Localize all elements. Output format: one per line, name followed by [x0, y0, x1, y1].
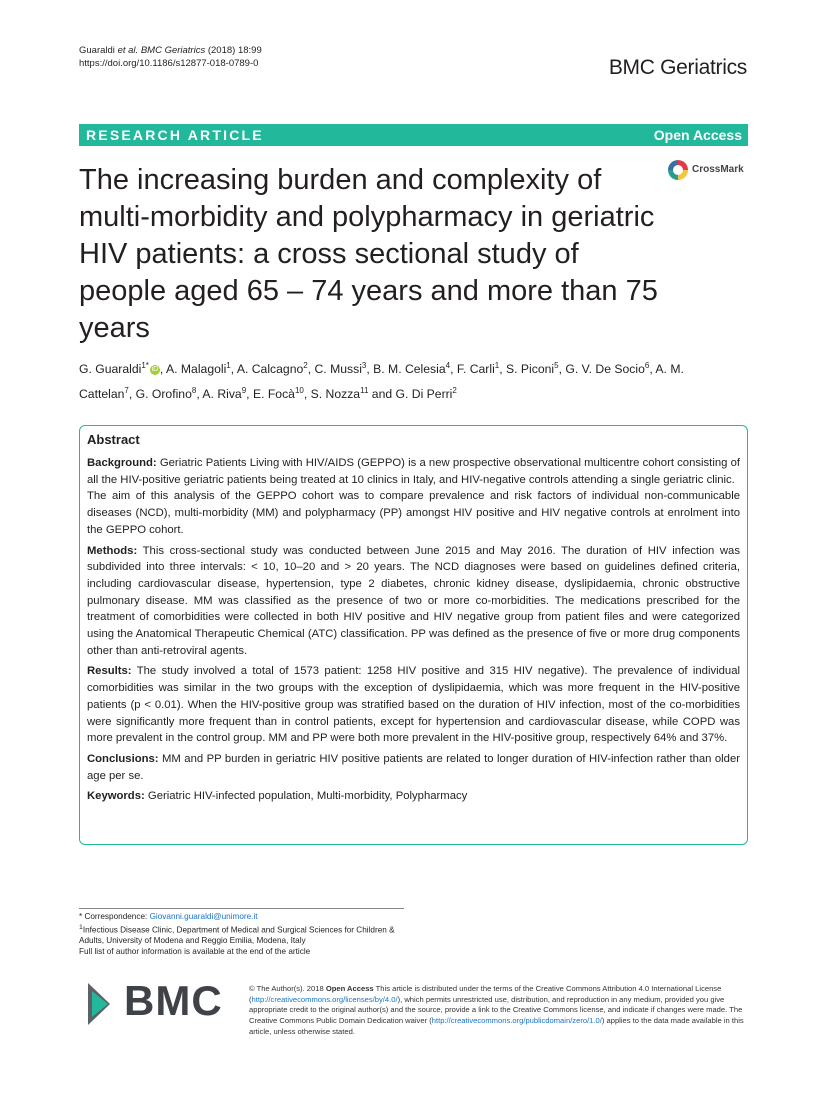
author-affiliation: 6	[644, 361, 650, 370]
bmc-logo-accent-icon	[92, 991, 108, 1017]
methods-text: This cross-sectional study was conducted between June 2015 and May 2016. The duration of HIV infection was subdivided into three intervals: < 10, 10–20 and > 20 years. The NCD diagnoses were based on guidelines defined criteria, including cardiovascular disease, hypertension, type 2 diabetes, chronic kidney disease, dyslipidaemia, chronic obstructive pulmonary disease. MM was classified as the presence of two or more co-morbidities. The medications prescribed for the treatment of comorbidities were collected in both HIV positive and HIV negative group from patient files and were categorized using the Anatomical Therapeutic Chemical (ATC) classification. PP was defined as the presence of five or more drug components other than anti-retroviral agents.	[87, 544, 740, 657]
author-name: S. Piconi	[506, 362, 555, 377]
license-open-access: Open Access	[325, 984, 374, 993]
author-name: A. Riva	[202, 387, 242, 402]
background-text: Geriatric Patients Living with HIV/AIDS (GEPPO) is a new prospective observational multicentre cohort consisting of all the HIV-positive geriatric patients being treated at 10 clinics in Italy, and HIV-negative controls attending a single geriatric clinic.	[87, 457, 740, 486]
bmc-logo-text: BMC	[124, 977, 223, 1024]
license-link-zero[interactable]: http://creativecommons.org/publicdomain/zero/1.0/	[431, 1016, 602, 1026]
crossmark-icon	[668, 160, 688, 180]
author-name: A. M. Cattelan	[79, 362, 684, 402]
author-name: B. M. Celesia	[373, 362, 446, 377]
crossmark-label: CrossMark	[692, 164, 744, 175]
abstract-box	[79, 425, 748, 845]
author-affiliation: 1*	[141, 361, 149, 370]
abstract-results	[87, 663, 740, 747]
correspondence-email-link[interactable]: Giovanni.guaraldi@unimore.it	[149, 912, 258, 921]
author-affiliation: 1	[226, 361, 231, 370]
correspondence-label: * Correspondence:	[79, 912, 148, 921]
abstract-background	[87, 455, 740, 539]
citation-header	[79, 44, 262, 70]
author-name: G. Orofino	[135, 387, 192, 402]
author-list: G. Guaraldi$^{1*}$ iD , A. Malagoli$^1$, A. Calcagno$^2$, C. Mussi$^3$, B. M. Celesia$^4$, F. Carli$^1$, S. Piconi$^5$, G. V. De Socio$^6$, A. M. Cattelan$^7$, G. Orofino$^8$, A. Riva$^9$, E. Focà$^{10}$, S. Nozza$^{11}$ and G. Di Perri$^2$	[79, 361, 684, 402]
article-title: The increasing burden and complexity of multi-morbidity and polypharmacy in geriatric HIV patients: a cross sectional study of people aged 65 – 74 years and more than 75 years	[79, 164, 658, 344]
background-label: Background:	[87, 457, 157, 469]
crossmark-button[interactable]	[668, 160, 752, 180]
author-affiliation: 3	[361, 361, 367, 370]
license-text-1: This article is distributed under the terms of the Creative Commons Attribution 4.0 International License (	[249, 984, 722, 1004]
affiliation	[79, 923, 409, 947]
author-affiliation: 11	[360, 386, 369, 396]
journal-name: BMC Geriatrics	[608, 56, 747, 79]
affiliation-number: 1	[79, 923, 83, 931]
license-statement	[249, 984, 749, 1038]
article-type-label: RESEARCH ARTICLE	[86, 127, 264, 143]
abstract-methods	[87, 543, 740, 660]
author-affiliation: 7	[124, 386, 129, 396]
footnote-divider	[79, 908, 404, 909]
author-affiliation: 2	[303, 361, 308, 370]
methods-label: Methods:	[87, 544, 138, 557]
author-name: A. Calcagno	[236, 362, 304, 377]
author-name: S. Nozza	[310, 387, 361, 402]
keywords-label: Keywords:	[87, 790, 145, 803]
author-name: G. Guaraldi	[79, 362, 142, 377]
citation-etal: et al.	[117, 45, 139, 56]
results-text: The study involved a total of 1573 patient: 1258 HIV positive and 315 HIV negative). The prevalence of individual comorbidities was similar in the two groups with the exception of dyslipidaemia, which was more frequent in the HIV-positive patients (p < 0.01). When the HIV-positive group was stratified based on the duration of HIV infection, most of the co-morbidities were significantly more frequent than in control patients, except for hypertension and cardiovascular disease, while COPD was more prevalent in the control group. MM and PP were both more prevalent in the HIV-positive group, respectively 64% and 37%.	[87, 665, 740, 745]
citation-journal: BMC Geriatrics	[140, 45, 206, 56]
author-name: G. V. De Socio	[565, 362, 645, 377]
background-text-2: The aim of this analysis of the GEPPO cohort was to compare prevalence and risk factors of individual non-communicable diseases (NCD), multi-morbidity (MM) and polypharmacy (PP) amongst HIV positive and HIV negative controls at enrolment into the GEPPO cohort.	[87, 490, 740, 536]
license-link-by[interactable]: http://creativecommons.org/licenses/by/4.0/	[251, 994, 398, 1004]
author-name: F. Carli	[456, 362, 495, 377]
open-access-label: Open Access	[653, 127, 742, 143]
author-affiliation: 10	[294, 386, 304, 396]
author-name: G. Di Perri	[395, 387, 453, 402]
abstract-keywords	[87, 788, 740, 805]
author-affiliation: 2	[452, 386, 457, 396]
author-name: C. Mussi	[314, 362, 362, 377]
author-name: E. Focà	[252, 387, 295, 402]
doi-link[interactable]: https://doi.org/10.1186/s12877-018-0789-0	[79, 58, 259, 69]
license-text-3: ) applies to the data made available in this article, unless otherwise stated.	[249, 1016, 744, 1036]
author-affiliation: 8	[191, 386, 197, 396]
full-author-info-note: Full list of author information is available at the end of the article	[79, 947, 311, 957]
author-affiliation: 4	[445, 361, 451, 370]
citation-authors: Guaraldi	[79, 45, 115, 56]
keywords-text: Geriatric HIV-infected population, Multi-morbidity, Polypharmacy	[147, 790, 468, 803]
article-type-banner	[79, 124, 748, 146]
author-name: A. Malagoli	[166, 362, 227, 377]
correspondence	[79, 912, 409, 923]
conclusions-label: Conclusions:	[87, 752, 159, 765]
license-copyright: © The Author(s). 2018	[249, 984, 324, 993]
license-text-2: ), which permits unrestricted use, distribution, and reproduction in any medium, provided you give appropriate credit to the original author(s) and the source, provide a link to the Creative Commons license, and indicate if changes were made. The Creative Commons Public Domain Dedication waiver (	[249, 994, 743, 1026]
citation-volume: (2018) 18:99	[207, 45, 262, 56]
affiliation-text: Infectious Disease Clinic, Department of Medical and Surgical Sciences for Children & Adults, University of Modena and Reggio Emilia, Modena, Italy	[79, 925, 395, 946]
orcid-icon[interactable]: iD	[151, 365, 159, 373]
bmc-logo	[88, 977, 238, 1025]
results-label: Results:	[87, 665, 132, 678]
footnotes	[79, 912, 409, 958]
conclusions-text: MM and PP burden in geriatric HIV positive patients are related to longer duration of HIV-infection rather than older age per se.	[87, 752, 741, 782]
abstract-heading: Abstract	[87, 432, 140, 447]
author-affiliation: 5	[554, 361, 559, 370]
author-affiliation: 1	[494, 361, 500, 370]
abstract-conclusions	[87, 751, 740, 784]
author-affiliation: 9	[241, 386, 247, 396]
